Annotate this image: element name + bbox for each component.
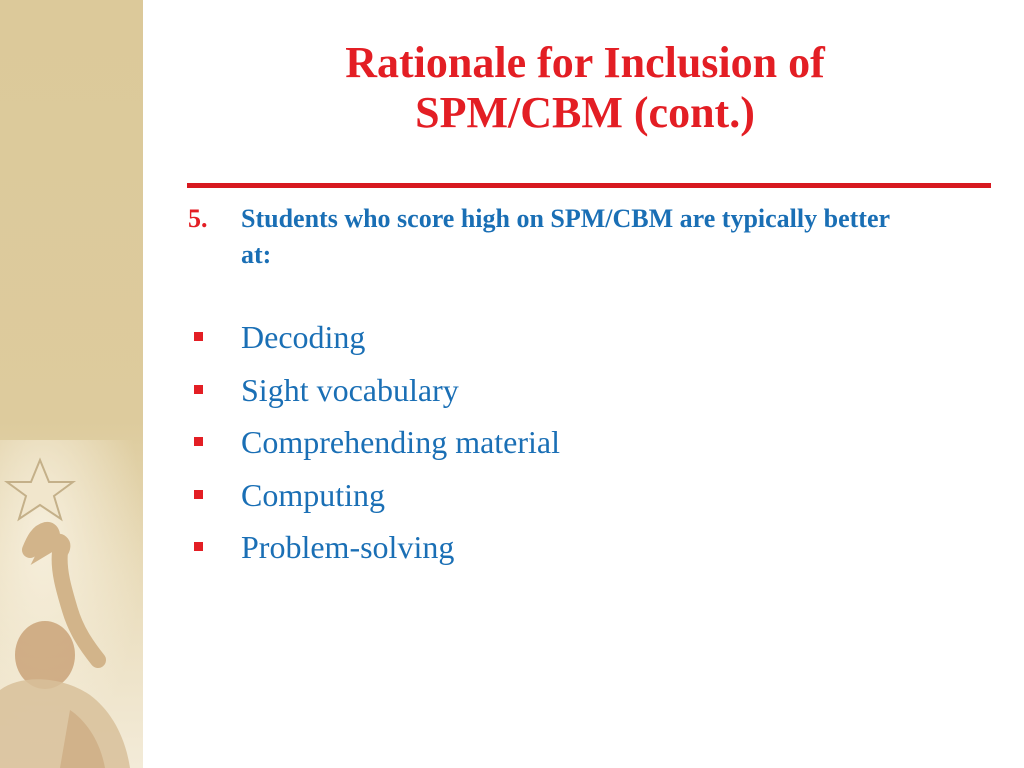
star-hand-illustration-icon	[0, 440, 143, 768]
bullet-text: Comprehending material	[241, 424, 561, 460]
square-bullet-icon	[194, 490, 203, 499]
bullet-text: Sight vocabulary	[241, 371, 459, 408]
slide-title-line-1: Rationale for Inclusion of	[345, 38, 825, 87]
square-bullet-icon	[194, 332, 203, 341]
slide-title-line-2: SPM/CBM (cont.)	[415, 88, 755, 137]
point-text: Students who score high on SPM/CBM are typically better at:	[241, 204, 890, 269]
bullet-text: Computing	[241, 476, 386, 513]
bullet-text: Problem-solving	[241, 529, 455, 565]
point-number: 5.	[188, 204, 208, 233]
slide-title	[200, 38, 970, 138]
square-bullet-icon	[194, 385, 203, 394]
square-bullet-icon	[194, 437, 203, 446]
square-bullet-icon	[194, 542, 203, 551]
side-panel	[0, 0, 143, 768]
title-divider	[187, 183, 991, 188]
bullet-text: Decoding	[241, 319, 366, 355]
